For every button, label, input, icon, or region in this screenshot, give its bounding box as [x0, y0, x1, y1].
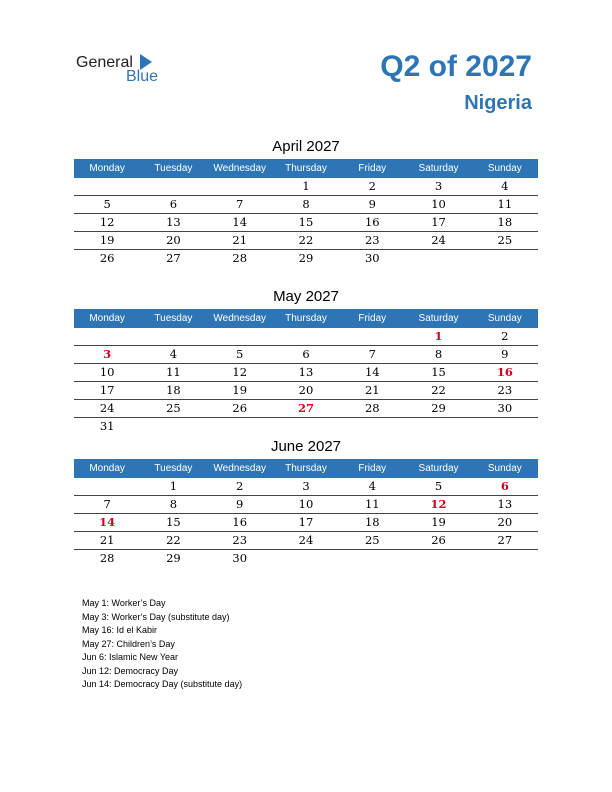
- holiday-note: May 1: Worker’s Day: [82, 598, 166, 608]
- day-cell: 13: [298, 365, 314, 379]
- day-cell: 10: [298, 497, 314, 511]
- day-cell: 13: [166, 215, 181, 229]
- logo-text-general: General: [76, 54, 133, 71]
- day-cell: 28: [364, 401, 380, 415]
- day-cell: 9: [501, 347, 509, 361]
- day-cell: 20: [497, 515, 513, 529]
- month-calendar-april: [74, 137, 538, 267]
- day-cell: 19: [99, 233, 115, 247]
- day-cell: 10: [99, 365, 115, 379]
- day-cell: 23: [232, 533, 248, 547]
- day-cell: 27: [497, 533, 513, 547]
- weekday-header-row: [74, 459, 538, 478]
- day-cell: 5: [103, 197, 111, 211]
- weekday-header: Wednesday: [213, 463, 267, 474]
- day-cell: 2: [236, 479, 244, 493]
- day-cell: 13: [497, 497, 513, 511]
- weekday-header: Friday: [358, 313, 387, 324]
- weekday-header: Saturday: [418, 463, 459, 474]
- day-cell: 15: [298, 215, 314, 229]
- day-cell: 22: [298, 233, 314, 247]
- day-cell: 8: [169, 497, 178, 511]
- day-cell: 18: [166, 383, 181, 397]
- day-cell: 26: [232, 401, 248, 415]
- day-cell: 24: [431, 233, 446, 247]
- week-row: [74, 550, 538, 567]
- week-row: [74, 364, 538, 382]
- brand-logo: [76, 52, 176, 88]
- empty-day-cell: [273, 328, 339, 345]
- day-cell: 24: [99, 401, 115, 415]
- weekday-header: Monday: [89, 463, 125, 474]
- day-cell: 4: [501, 179, 509, 193]
- empty-day-cell: [207, 328, 273, 345]
- day-cell: 12: [430, 497, 447, 511]
- empty-day-cell: [273, 550, 339, 567]
- day-cell: 9: [368, 197, 376, 211]
- day-cell: 29: [431, 401, 446, 415]
- weekday-header-row: [74, 309, 538, 328]
- day-cell: 19: [431, 515, 446, 529]
- day-cell: 5: [434, 479, 443, 493]
- day-cell: 31: [99, 419, 115, 433]
- day-cell: 23: [364, 233, 380, 247]
- holiday-note: May 16: Id el Kabir: [82, 625, 158, 635]
- week-row: [74, 532, 538, 550]
- day-cell: 16: [364, 215, 380, 229]
- empty-day-cell: [140, 178, 206, 195]
- day-cell: 12: [232, 365, 248, 379]
- empty-day-cell: [339, 550, 405, 567]
- day-cell: 6: [500, 479, 509, 493]
- week-row: [74, 178, 538, 196]
- holiday-note: Jun 12: Democracy Day: [82, 665, 179, 676]
- week-row: [74, 328, 538, 346]
- day-cell: 27: [166, 251, 181, 265]
- day-cell: 15: [166, 515, 181, 529]
- day-cell: 2: [501, 329, 509, 343]
- day-cell: 30: [364, 251, 380, 265]
- day-cell: 18: [497, 215, 513, 229]
- week-row: [74, 418, 538, 435]
- day-cell: 18: [364, 515, 380, 529]
- week-row: [74, 496, 538, 514]
- day-cell: 6: [302, 347, 310, 361]
- day-cell: 14: [232, 215, 248, 229]
- page-title: Q2 of 2027: [380, 50, 532, 83]
- weekday-header: Thursday: [285, 163, 327, 174]
- day-cell: 9: [236, 497, 244, 511]
- holiday-note: May 27: Children’s Day: [82, 638, 175, 649]
- weekday-header: Tuesday: [154, 463, 193, 474]
- weekday-header: Sunday: [487, 313, 522, 324]
- empty-day-cell: [339, 328, 405, 345]
- holiday-note: Jun 6: Islamic New Year: [82, 652, 179, 662]
- weekday-header: Friday: [358, 163, 387, 174]
- weekday-header: Wednesday: [213, 313, 267, 324]
- day-cell: 12: [99, 215, 115, 229]
- week-row: [74, 214, 538, 232]
- day-cell: 25: [364, 533, 380, 547]
- day-cell: 21: [99, 533, 115, 547]
- day-cell: 1: [302, 179, 310, 193]
- weekday-header: Saturday: [418, 313, 459, 324]
- month-title: June 2027: [270, 438, 342, 455]
- empty-day-cell: [74, 328, 140, 345]
- day-cell: 11: [364, 497, 380, 511]
- day-cell: 29: [166, 551, 181, 565]
- day-cell: 19: [232, 383, 248, 397]
- empty-day-cell: [140, 328, 206, 345]
- day-cell: 15: [431, 365, 446, 379]
- week-row: [74, 400, 538, 418]
- day-cell: 11: [166, 365, 181, 379]
- day-cell: 28: [99, 551, 115, 565]
- day-cell: 22: [431, 383, 446, 397]
- day-cell: 8: [302, 197, 310, 211]
- day-cell: 16: [496, 365, 513, 379]
- empty-day-cell: [74, 478, 140, 495]
- week-row: [74, 196, 538, 214]
- weekday-header: Saturday: [418, 163, 459, 174]
- week-row: [74, 346, 538, 364]
- holiday-note: May 3: Worker’s Day (substitute day): [82, 611, 230, 622]
- day-cell: 4: [368, 479, 376, 493]
- empty-day-cell: [405, 418, 471, 435]
- day-cell: 26: [99, 251, 115, 265]
- day-cell: 14: [364, 365, 380, 379]
- empty-day-cell: [339, 418, 405, 435]
- weekday-header: Thursday: [285, 313, 327, 324]
- empty-day-cell: [472, 418, 538, 435]
- empty-day-cell: [140, 418, 206, 435]
- weekday-header-row: [74, 159, 538, 178]
- day-cell: 7: [368, 347, 376, 361]
- day-cell: 17: [431, 215, 446, 229]
- day-cell: 17: [99, 383, 115, 397]
- empty-day-cell: [405, 250, 471, 267]
- day-cell: 20: [166, 233, 181, 247]
- day-cell: 6: [169, 197, 178, 211]
- day-cell: 30: [232, 551, 248, 565]
- day-cell: 5: [236, 347, 244, 361]
- day-cell: 8: [434, 347, 443, 361]
- weekday-header: Tuesday: [154, 163, 193, 174]
- empty-day-cell: [207, 418, 273, 435]
- day-cell: 30: [497, 401, 513, 415]
- day-cell: 26: [431, 533, 446, 547]
- weekday-header: Monday: [89, 313, 125, 324]
- day-cell: 17: [298, 515, 314, 529]
- day-cell: 2: [368, 179, 376, 193]
- day-cell: 28: [232, 251, 248, 265]
- week-row: [74, 478, 538, 496]
- weekday-header: Thursday: [285, 463, 327, 474]
- week-row: [74, 382, 538, 400]
- week-row: [74, 514, 538, 532]
- day-cell: 10: [431, 197, 446, 211]
- empty-day-cell: [74, 178, 140, 195]
- day-cell: 7: [236, 197, 244, 211]
- empty-day-cell: [472, 550, 538, 567]
- weekday-header: Tuesday: [154, 313, 193, 324]
- day-cell: 22: [166, 533, 181, 547]
- day-cell: 3: [103, 347, 112, 361]
- day-cell: 23: [497, 383, 513, 397]
- day-cell: 20: [298, 383, 314, 397]
- week-row: [74, 232, 538, 250]
- weekday-header: Friday: [358, 463, 387, 474]
- day-cell: 25: [497, 233, 513, 247]
- empty-day-cell: [273, 418, 339, 435]
- weekday-header: Monday: [89, 163, 125, 174]
- day-cell: 1: [169, 479, 178, 493]
- empty-day-cell: [472, 250, 538, 267]
- month-title: April 2027: [272, 138, 340, 155]
- day-cell: 3: [434, 179, 443, 193]
- day-cell: 25: [166, 401, 181, 415]
- day-cell: 1: [434, 329, 443, 343]
- day-cell: 7: [103, 497, 111, 511]
- day-cell: 11: [497, 197, 513, 211]
- day-cell: 21: [232, 233, 248, 247]
- day-cell: 16: [232, 515, 248, 529]
- holiday-note: Jun 14: Democracy Day (substitute day): [82, 679, 243, 689]
- day-cell: 4: [169, 347, 178, 361]
- empty-day-cell: [405, 550, 471, 567]
- empty-day-cell: [207, 178, 273, 195]
- month-title: May 2027: [273, 288, 339, 305]
- day-cell: 3: [302, 479, 310, 493]
- day-cell: 14: [99, 515, 116, 529]
- day-cell: 21: [364, 383, 380, 397]
- day-cell: 27: [297, 401, 314, 415]
- country-name: Nigeria: [464, 92, 532, 114]
- logo-text-blue: Blue: [126, 68, 159, 85]
- day-cell: 24: [298, 533, 314, 547]
- day-cell: 29: [298, 251, 314, 265]
- month-calendar-may: [74, 287, 538, 435]
- weekday-header: Sunday: [487, 463, 522, 474]
- weekday-header: Wednesday: [213, 163, 267, 174]
- month-calendar-june: [74, 437, 538, 567]
- holiday-notes: [82, 597, 242, 692]
- week-row: [74, 250, 538, 267]
- weekday-header: Sunday: [487, 163, 522, 174]
